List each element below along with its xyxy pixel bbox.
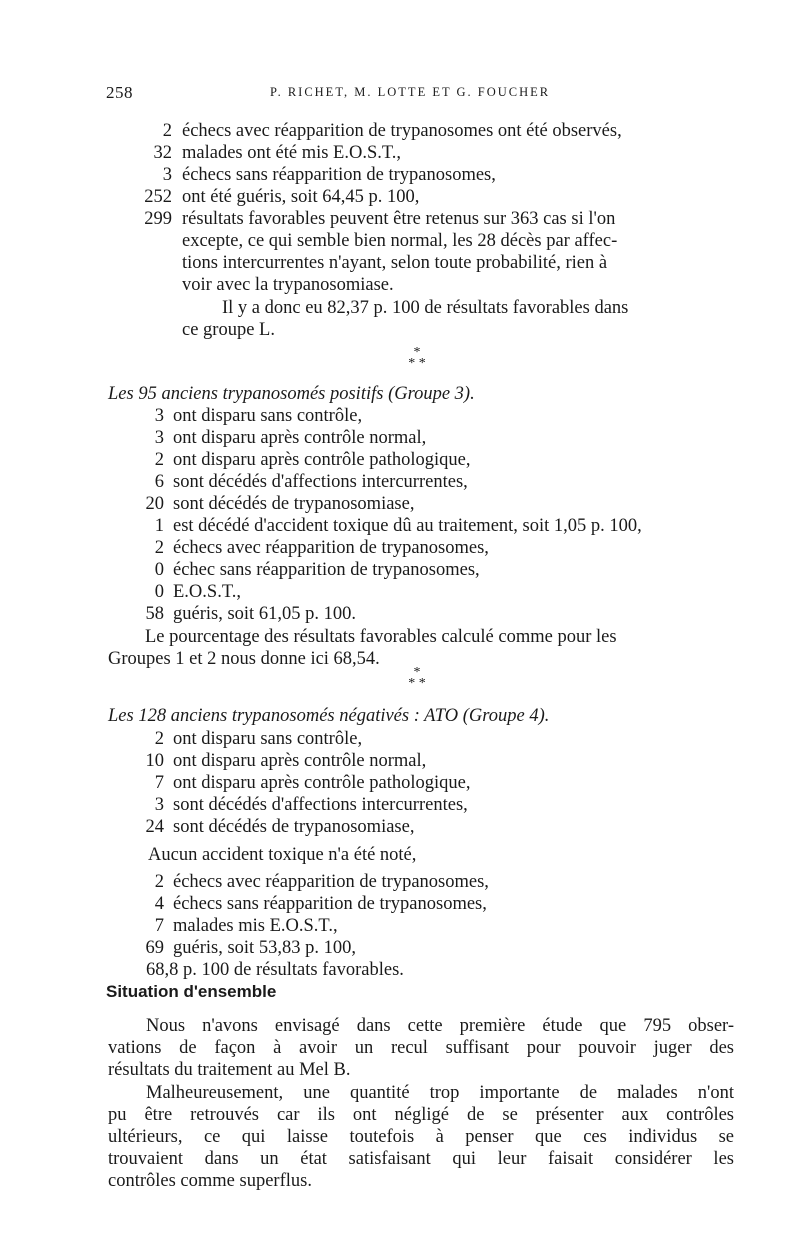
asterism-separator: * * * [408, 665, 426, 691]
document-page: 258 P. RICHET, M. LOTTE ET G. FOUCHER 2 échecs avec réapparition de trypanosomes ont été observés, 32 malades ont été mis E.O.S.T., 3 échecs sans réapparition de trypanosomes, 252 ont été guéris, soit 64,45 p. 100, 299 résultats favorables peuvent être retenus sur 363 cas si l'on excepte, ce qui semble bien normal, les 28 décès par affec- tions intercurrentes n'ayant, selon toute probabilité, rien à voir avec la trypanosomiase. Il y a donc eu 82,37 p. 100 de résultats favorables dans ce groupe L. * * * Les 95 anciens trypanosomés positifs (Groupe 3). 3 ont disparu sans contrôle, 3 ont disparu après contrôle normal, 2 ont disparu après contrôle pathologique, 6 sont décédés d'affections intercurrentes, 20 sont décédés de trypanosomiase, 1 est décédé d'accident toxique dû au traitement, soit 1,05 p. 100, 2 échecs avec réapparition de trypanosomes, 0 échec sans réapparition de trypanosomes, 0 E.O.S.T., 58 guéris, soit 61,05 p. 100. Le pourcentage des résultats favorables calculé comme pour les Groupes 1 et 2 nous donne ici 68,54. * * * Les 128 anciens trypanosomés négativés : ATO (Groupe 4). 2 ont disparu sans contrôle, 10 ont disparu après contrôle normal, 7 ont disparu après contrôle pathologique, 3 sont décédés d'affections intercurrentes, 24 sont décédés de trypanosomiase, Aucun accident toxique n'a été noté, 2 échecs avec réapparition de trypanosomes, 4 échecs sans réapparition de trypanosomes, 7 malades mis E.O.S.T., 69 guéris, soit 53,83 p. 100, 68,8 p. 100 de résultats favorables. Situation d'ensemble Nous n'avons envisagé dans cette première étude que 795 obser- vations de façon à avoir un recul suffisant pour pouvoir juger des résultats du traitement au Mel B. Malheureusement, une quantité trop importante de malades n'ont pu être retrouvés car ils ont négligé de se présenter aux contrôles ultérieurs, ce qui laisse toutefois à penser que ces individus se trouvaient dans un état satisfaisant qui leur faisait considérer les contrôles comme superflus. [106, 83, 734, 1191]
paragraph-line: Nous n'avons envisagé dans cette première étude que 795 obser- [146, 1016, 734, 1036]
summary-line: Le pourcentage des résultats favorables calculé comme pour les [145, 627, 617, 647]
paragraph-line: ultérieurs, ce qui laisse toutefois à penser que ces individus se [108, 1127, 734, 1147]
summary-line: Il y a donc eu 82,37 p. 100 de résultats favorables dans [222, 298, 629, 318]
final-line: 68,8 p. 100 de résultats favorables. [146, 960, 404, 980]
paragraph-line: pu être retrouvés car ils ont négligé de se présenter aux contrôles [108, 1105, 734, 1125]
text-line: tions intercurrentes n'ayant, selon toute probabilité, rien à [182, 253, 608, 273]
asterism-separator: * * * [408, 345, 426, 371]
paragraph-line: contrôles comme superflus. [108, 1171, 312, 1191]
page-number: 258 [106, 83, 133, 102]
paragraph-line: Malheureusement, une quantité trop importante de malades n'ont [146, 1083, 734, 1103]
note-line: Aucun accident toxique n'a été noté, [148, 845, 417, 865]
section-title: Situation d'ensemble [106, 982, 277, 1001]
paragraph-line: vations de façon à avoir un recul suffisant pour pouvoir juger des [108, 1038, 734, 1058]
text-line: voir avec la trypanosomiase. [182, 275, 394, 295]
paragraph-line: résultats du traitement au Mel B. [108, 1060, 351, 1080]
summary-line: ce groupe L. [182, 320, 275, 340]
summary-line: Groupes 1 et 2 nous donne ici 68,54. [108, 649, 380, 669]
group4-heading: Les 128 anciens trypanosomés négativés : ATO (Groupe 4). [108, 706, 550, 726]
text-line: excepte, ce qui semble bien normal, les 28 décès par affec- [182, 231, 618, 251]
group3-heading: Les 95 anciens trypanosomés positifs (Groupe 3). [108, 384, 475, 404]
paragraph-line: trouvaient dans un état satisfaisant qui leur faisait considérer les [108, 1149, 734, 1169]
running-header-authors: P. RICHET, M. LOTTE ET G. FOUCHER [270, 85, 551, 99]
